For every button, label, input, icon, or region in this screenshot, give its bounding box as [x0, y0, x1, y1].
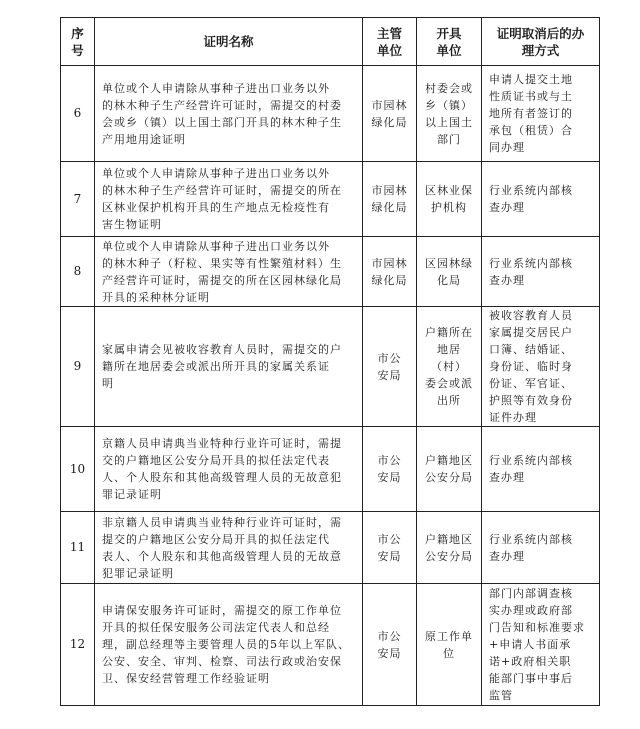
row-method: 被收容教育人员 家属提交居民户 口簿、结婚证、 身份证、临时身 份证、军官证、 护照等有效身份 证件办理 — [482, 307, 600, 427]
row-dept: 市园林 绿化局 — [363, 66, 417, 162]
header-issuer: 开具 单位 — [417, 18, 482, 66]
table-header-row — [61, 18, 600, 66]
row-issuer: 村委会或 乡（镇） 以上国土 部门 — [417, 66, 482, 162]
row-dept: 市园林 绿化局 — [363, 237, 417, 307]
header-seq: 序 号 — [61, 18, 95, 66]
row-name: 单位或个人申请除从事种子进出口业务以外 的林木种子生产经营许可证时，需提交的村委 会或乡（镇）以上国土部门开具的林木种子生 产用地用途证明 — [95, 66, 363, 162]
row-method: 行业系统内部核 查办理 — [482, 512, 600, 584]
table-row — [61, 162, 600, 237]
row-name: 家属申请会见被收容教育人员时，需提交的户 籍所在地居委会或派出所开具的家属关系证 明 — [95, 307, 363, 427]
header-method: 证明取消后的办 理方式 — [482, 18, 600, 66]
row-dept: 市公 安局 — [363, 307, 417, 427]
row-seq: 7 — [61, 162, 95, 237]
row-issuer: 原工作单 位 — [417, 584, 482, 706]
row-name: 申请保安服务许可证时，需提交的原工作单位 开具的拟任保安服务公司法定代表人和总经 理，副总经理等主要管理人员的5年以上军队、 公安、安全、审判、检察、司法行政或治安保 卫、保安经营管理工作经验证明 — [95, 584, 363, 706]
header-name: 证明名称 — [95, 18, 363, 66]
row-name: 非京籍人员申请典当业特种行业许可证时，需 提交的户籍地区公安分局开具的拟任法定代 表人、个人股东和其他高级管理人员的无故意 犯罪记录证明 — [95, 512, 363, 584]
row-name: 单位或个人申请除从事种子进出口业务以外 的林木种子（籽粒、果实等有性繁殖材料）生 产经营许可证时，需提交的所在区园林绿化局 开具的采种林分证明 — [95, 237, 363, 307]
row-dept: 市园林 绿化局 — [363, 162, 417, 237]
row-issuer: 区林业保 护机构 — [417, 162, 482, 237]
header-dept: 主管 单位 — [363, 18, 417, 66]
row-seq: 11 — [61, 512, 95, 584]
row-seq: 8 — [61, 237, 95, 307]
row-name: 单位或个人申请除从事种子进出口业务以外 的林木种子生产经营许可证时，需提交的所在 区林业保护机构开具的生产地点无检疫性有 害生物证明 — [95, 162, 363, 237]
table-row — [61, 237, 600, 307]
table-row — [61, 307, 600, 427]
certificate-table — [60, 17, 600, 706]
row-dept: 市公 安局 — [363, 512, 417, 584]
row-issuer: 区园林绿 化局 — [417, 237, 482, 307]
row-method: 行业系统内部核 查办理 — [482, 237, 600, 307]
row-seq: 12 — [61, 584, 95, 706]
row-dept: 市公 安局 — [363, 584, 417, 706]
row-name: 京籍人员申请典当业特种行业许可证时，需提 交的户籍地区公安分局开具的拟任法定代表 人、个人股东和其他高级管理人员的无故意犯 罪记录证明 — [95, 427, 363, 512]
table-row — [61, 66, 600, 162]
table-row — [61, 584, 600, 706]
row-method: 行业系统内部核 查办理 — [482, 162, 600, 237]
row-issuer: 户籍地区 公安分局 — [417, 512, 482, 584]
row-seq: 9 — [61, 307, 95, 427]
table-row — [61, 512, 600, 584]
row-dept: 市公 安局 — [363, 427, 417, 512]
row-method: 部门内部调查核 实办理或政府部 门告知和标准要求 +申请人书面承 诺+政府相关职 能部门事中事后 监管 — [482, 584, 600, 706]
row-method: 行业系统内部核 查办理 — [482, 427, 600, 512]
row-issuer: 户籍地区 公安分局 — [417, 427, 482, 512]
table-row — [61, 427, 600, 512]
row-issuer: 户籍所在 地居（村） 委会或派 出所 — [417, 307, 482, 427]
row-method: 申请人提交土地 性质证书或与土 地所有者签订的 承包（租赁）合 同办理 — [482, 66, 600, 162]
row-seq: 10 — [61, 427, 95, 512]
row-seq: 6 — [61, 66, 95, 162]
